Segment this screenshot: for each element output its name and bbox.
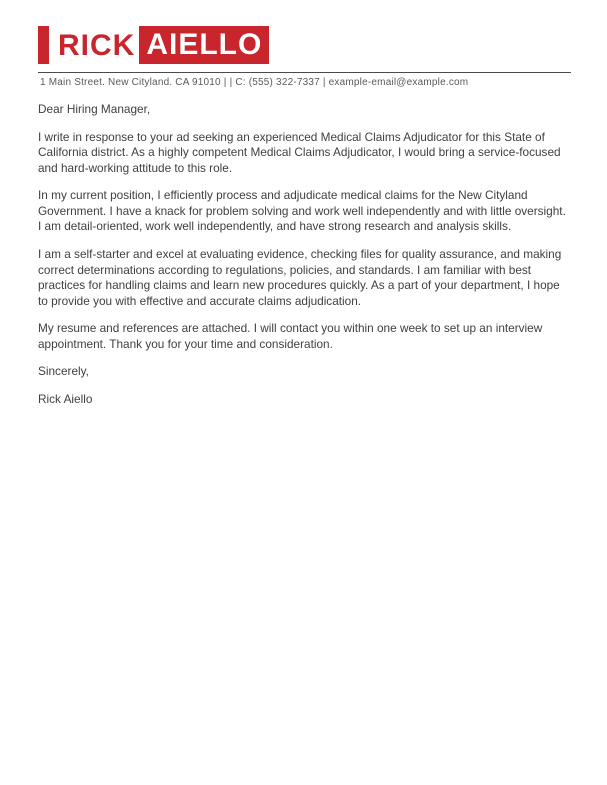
author-name: [58, 26, 269, 64]
accent-bar: [38, 26, 49, 64]
paragraph: I am a self-starter and excel at evaluating evidence, checking files for quality assurance, and making correct determinations according to regulations, policies, and standards. I am familiar with best practices for handling claims and learn new procedures quickly. As a part of your department, I hope to provide you with effective and accurate claims adjudication.: [38, 246, 562, 308]
closing: Sincerely,: [38, 364, 89, 379]
contact-line: 1 Main Street. New Cityland. CA 91010 | | C: (555) 322-7337 | example-email@example.com: [38, 72, 571, 88]
letter-body: [38, 102, 571, 407]
letter-header: [38, 26, 571, 64]
paragraph: In my current position, I efficiently process and adjudicate medical claims for the New Cityland Government. I have a knack for problem solving and work well independently and with little oversight. I am detail-oriented, work well independently, and have strong research and analysis skills.: [38, 188, 566, 234]
salutation: Dear Hiring Manager,: [38, 102, 151, 116]
paragraph: My resume and references are attached. I will contact you within one week to set up an interview appointment. Thank you for your time and consideration.: [38, 321, 543, 351]
signature: Rick Aiello: [38, 391, 93, 406]
author-first-name: RICK: [58, 28, 136, 62]
author-last-name: AIELLO: [139, 26, 269, 64]
paragraph: I write in response to your ad seeking an experienced Medical Claims Adjudicator for this State of California district. As a highly competent Medical Claims Adjudicator, I would bring a service-focused and hard-working attitude to this role.: [38, 129, 561, 175]
